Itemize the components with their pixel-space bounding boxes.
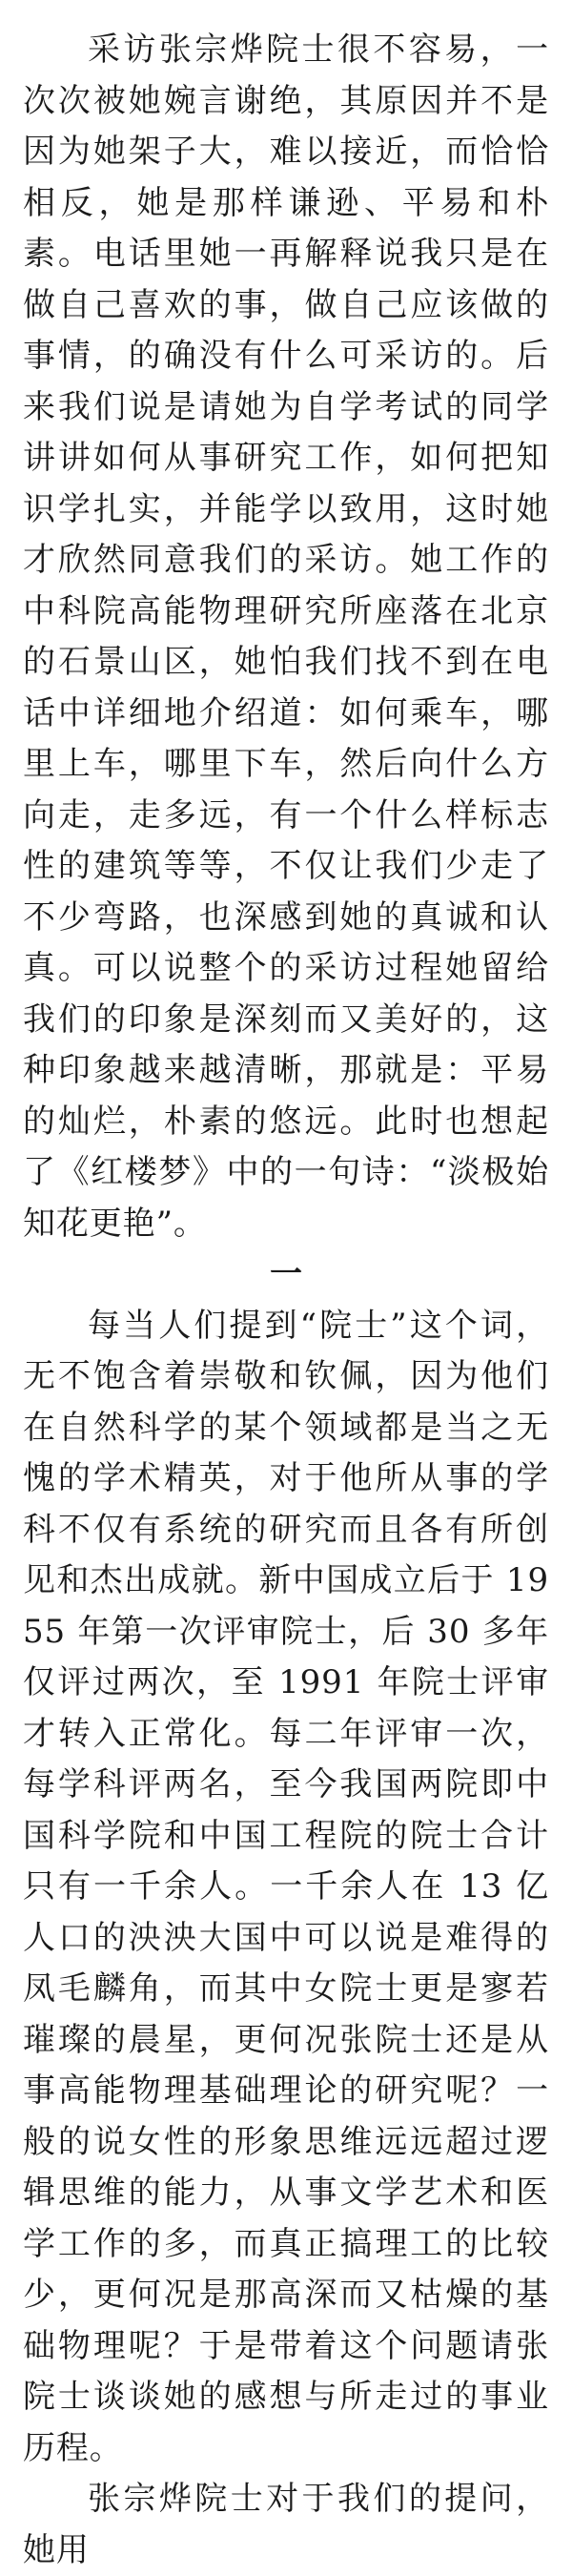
- paragraph-academician: 每当人们提到“院士”这个词，无不饱含着崇敬和钦佩，因为他们在自然科学的某个领域都是当之无愧的学术精英，对于他所从事的学科不仅有系统的研究而且各有所创见和杰出成就。新中国成立后于 1955 年第一次评审院士，后 30 多年仅评过两次，至 1991 年院士评审才转入正常化。每二年评审一次，每学科评两名，至今我国两院即中国科学院和中国工程院的院士合计只有一千余人。一千余人在 13 亿人口的泱泱大国中可以说是难得的凤毛麟角，而其中女院士更是寥若璀璨的晨星，更何况张院士还是从事高能物理基础理论的研究呢？一般的说女性的形象思维远远超过逻辑思维的能力，从事文学艺术和医学工作的多，而真正搞理工的比较少，更何况是那高深而又枯燥的基础物理呢？于是带着这个问题请张院士谈谈她的感想与所走过的事业历程。: [23, 1306, 549, 2467]
- paragraph-response: 张宗烨院士对于我们的提问，她用: [23, 2480, 549, 2569]
- paragraph-intro: 采访张宗烨院士很不容易，一次次被她婉言谢绝，其原因并不是因为她架子大，难以接近，而恰恰相反，她是那样谦逊、平易和朴素。电话里她一再解释说我只是在做自己喜欢的事，做自己应该做的事情，的确没有什么可采访的。后来我们说是请她为自学考试的同学讲讲如何从事研究工作，如何把知识学扎实，并能学以致用，这时她才欣然同意我们的采访。她工作的中科院高能物理研究所座落在北京的石景山区，她怕我们找不到在电话中详细地介绍道：如何乘车，哪里上车，哪里下车，然后向什么方向走，走多远，有一个什么样标志性的建筑等等，不仅让我们少走了不少弯路，也深感到她的真诚和认真。可以说整个的采访过程她留给我们的印象是深刻而又美好的，这种印象越来越清晰，那就是：平易的灿烂，朴素的悠远。此时也想起了《红楼梦》中的一句诗：“淡极始知花更艳”。: [23, 31, 549, 1243]
- section-number: 一: [270, 1255, 302, 1293]
